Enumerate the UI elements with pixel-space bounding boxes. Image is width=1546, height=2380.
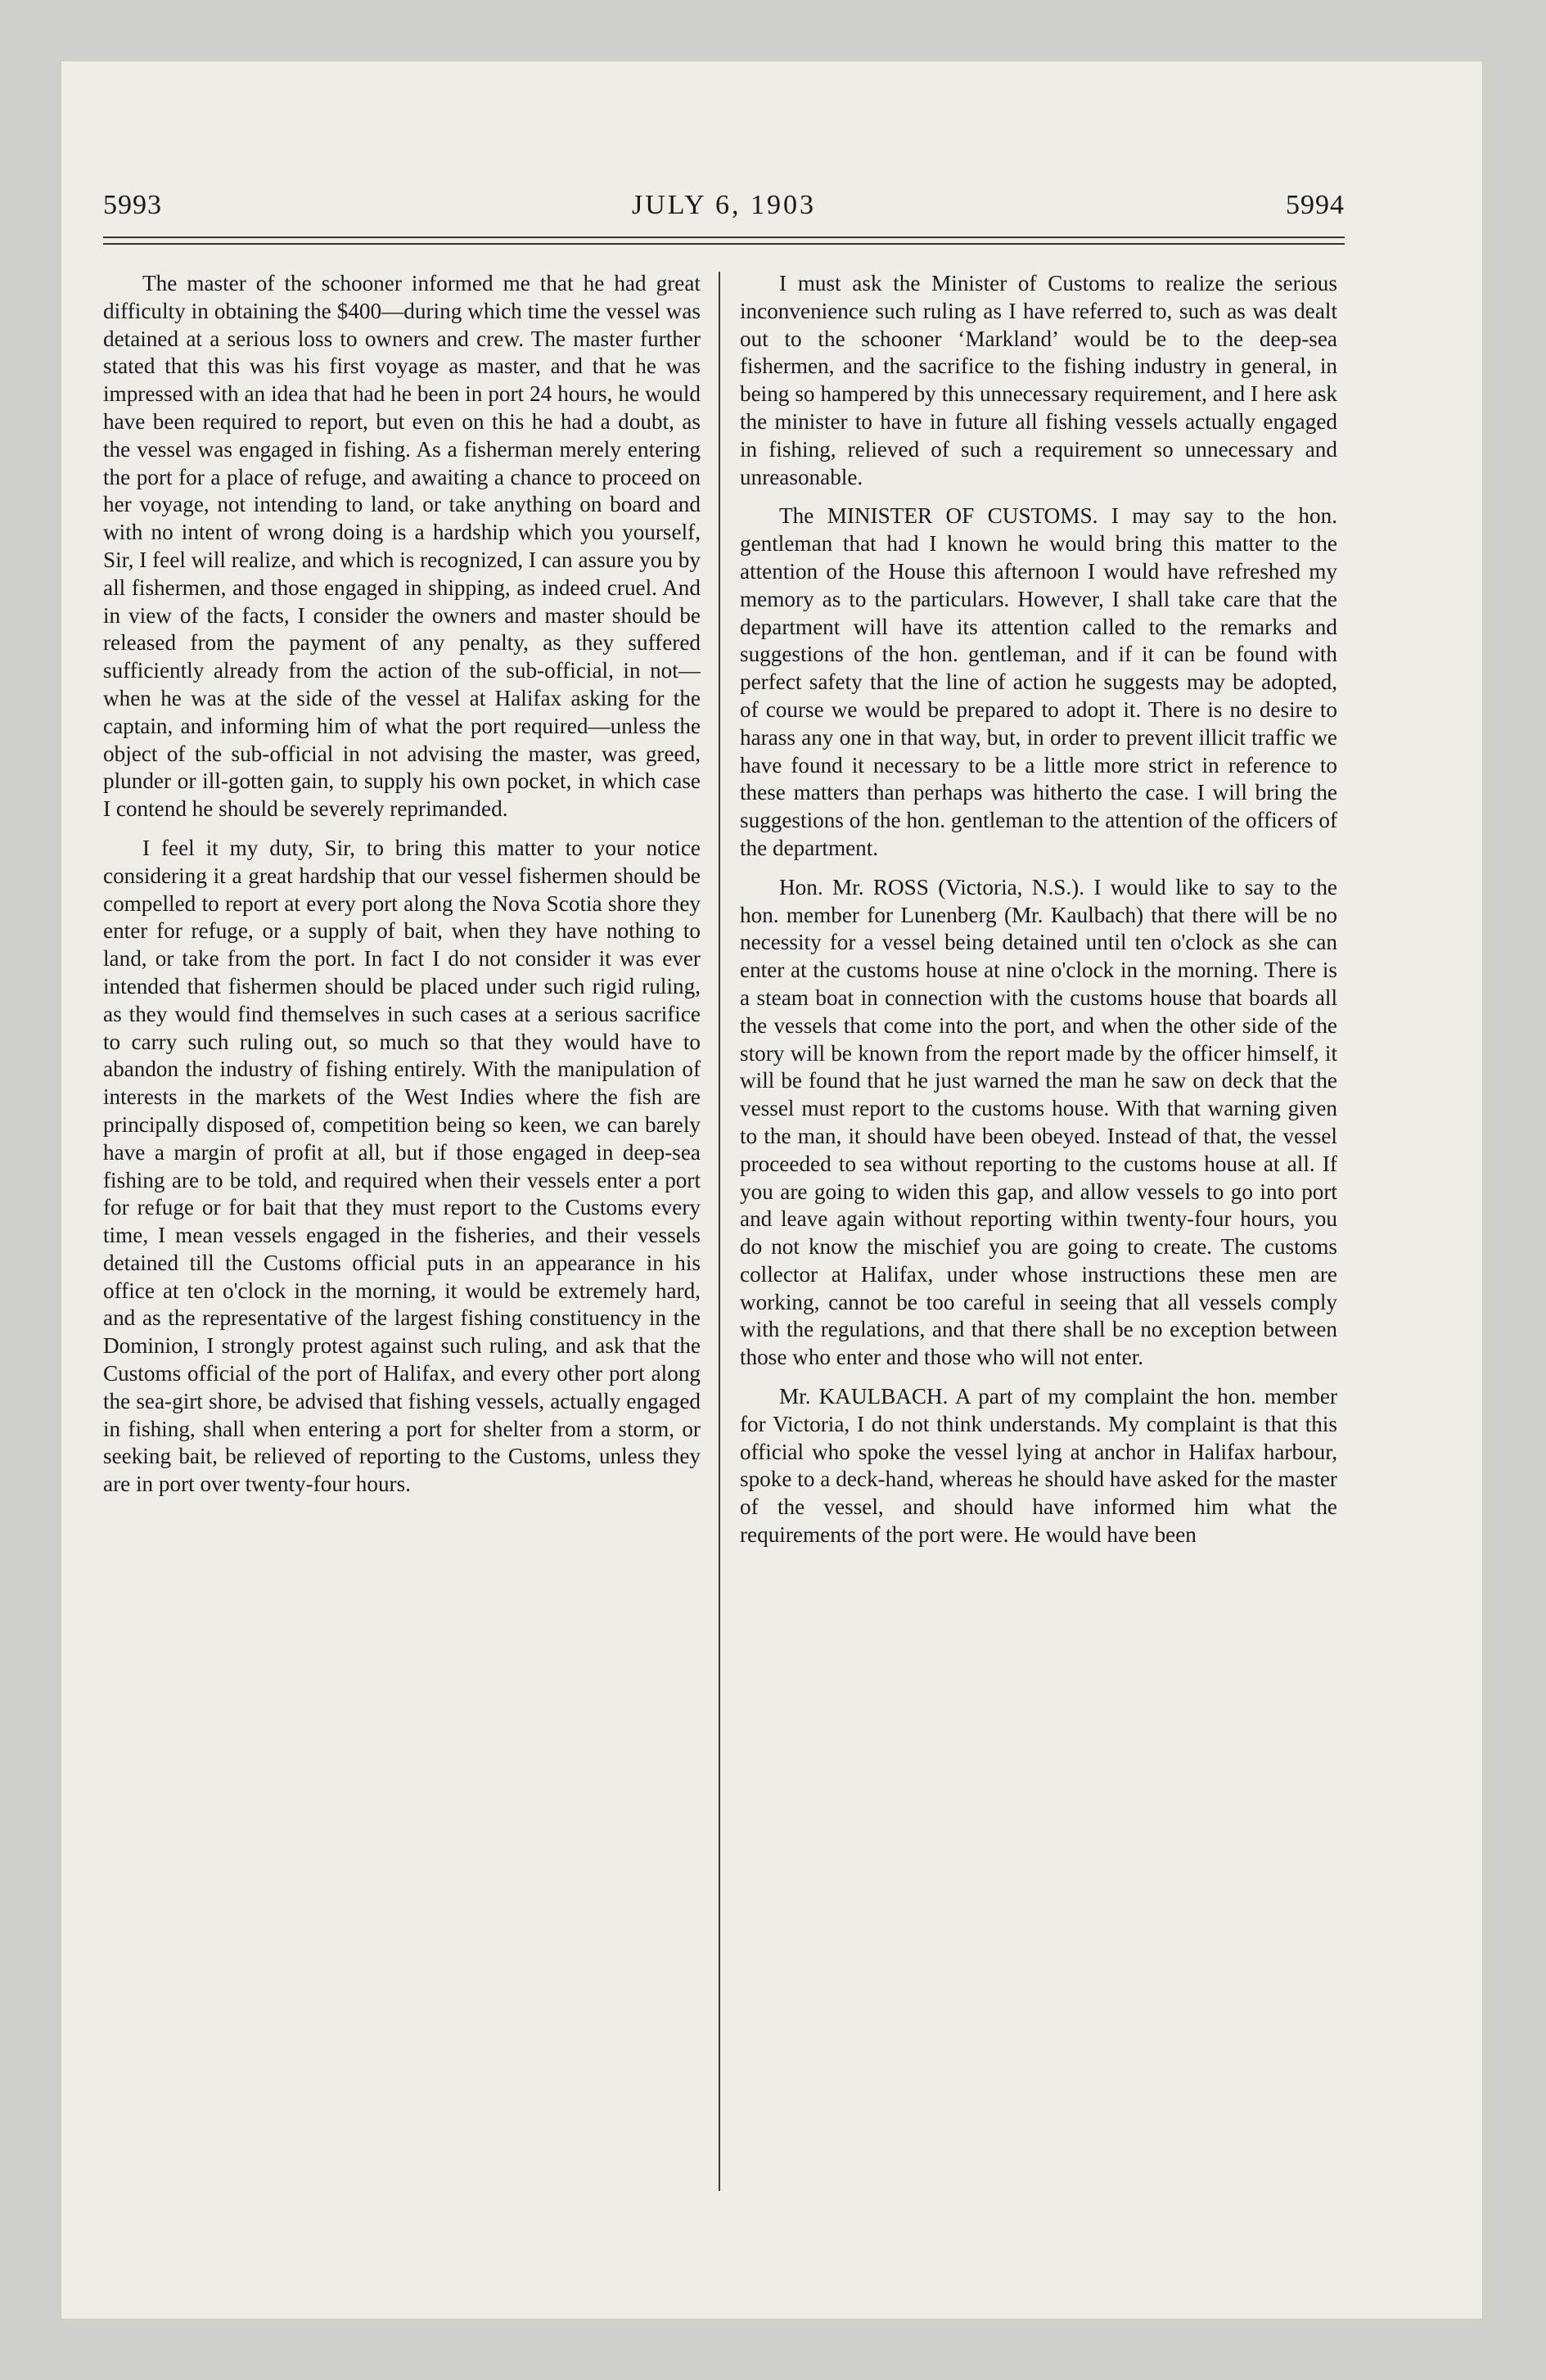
page-number-right: 5994	[1286, 190, 1345, 220]
paragraph: Hon. Mr. ROSS (Victoria, N.S.). I would like to say to the hon. member for Lunenberg (Mr. Kaulbach) that there will be no necessity for a vessel being detained until ten o'clock as she can enter at the customs house at nine o'clock in the morning. There is a steam boat in connection with the customs house that boards all the vessels that come into the port, and when the other side of the story will be known from the report made by the officer himself, it will be found that he just warned the man he saw on deck that the vessel must report to the customs house. With that warning given to the man, it should have been obeyed. Instead of that, the vessel proceeded to sea without reporting to the customs house at all. If you are going to widen this gap, and allow vessels to go into port and leave again without reporting within twenty-four hours, you do not know the mischief you are going to create. The customs collector at Halifax, under whose instructions these men are working, cannot be too careful in seeing that all vessels comply with the regulations, and that there shall be no exception between those who enter and those who will not enter.	[740, 874, 1337, 1370]
page-date: JULY 6, 1903	[632, 190, 816, 220]
paragraph: The MINISTER OF CUSTOMS. I may say to the hon. gentleman that had I known he would bring this matter to the attention of the House this afternoon I would have refreshed my memory as to the particulars. However, I shall take care that the department will have its attention called to the remarks and suggestions of the hon. gentleman, and if it can be found with perfect safety that the line of action he suggests may be adopted, of course we would be prepared to adopt it. There is no desire to harass any one in that way, but, in order to prevent illicit traffic we have found it necessary to be a little more strict in reference to these matters than perhaps was hitherto the case. I will bring the suggestions of the hon. gentleman to the attention of the officers of the department.	[740, 503, 1337, 860]
paragraph: I feel it my duty, Sir, to bring this matter to your notice considering it a great hardship that our vessel fishermen should be compelled to report at every port along the Nova Scotia shore they enter for refuge, or a supply of bait, when they have nothing to land, or take from the port. In fact I do not consider it was ever intended that fishermen should be placed under such rigid ruling, as they would find themselves in such cases at a serious sacrifice to carry such ruling out, so much so that they would have to abandon the industry of fishing entirely. With the manipulation of interests in the markets of the West Indies where the fish are principally disposed of, competition being so keen, we can barely have a margin of profit at all, but if those engaged in deep-sea fishing are to be told, and required when their vessels enter a port for refuge or for bait that they must report to the Customs every time, I mean vessels engaged in the fisheries, and their vessels detained till the Customs official puts in an appearance in his office at ten o'clock in the morning, it would be extremely hard, and as the representative of the largest fishing constituency in the Dominion, I strongly protest against such ruling, and ask that the Customs official of the port of Halifax, and every other port along the sea-girt shore, be advised that fishing vessels, actually engaged in fishing, shall when entering a port for shelter from a storm, or seeking bait, be relieved of reporting to the Customs, unless they are in port over twenty-four hours.	[103, 835, 701, 1497]
paragraph: Mr. KAULBACH. A part of my complaint the hon. member for Victoria, I do not think understands. My complaint is that this official who spoke the vessel lying at anchor in Halifax harbour, spoke to a deck-hand, whereas he should have asked for the master of the vessel, and should have informed him what the requirements of the port were. He would have been	[740, 1384, 1337, 1548]
right-column	[740, 270, 1337, 2234]
paragraph: The master of the schooner informed me that he had great difficulty in obtaining the $400—during which time the vessel was detained at a serious loss to owners and crew. The master further stated that this was his first voyage as master, and that he was impressed with an idea that had he been in port 24 hours, he would have been required to report, but even on this he had a doubt, as the vessel was engaged in fishing. As a fisherman merely entering the port for a place of refuge, and awaiting a chance to proceed on her voyage, not intending to land, or take anything on board and with no intent of wrong doing is a hardship which you yourself, Sir, I feel will realize, and which is recognized, I can assure you by all fishermen, and those engaged in shipping, as indeed cruel. And in view of the facts, I consider the owners and master should be released from the payment of any penalty, as they suffered sufficiently already from the action of the sub-official, in not—when he was at the side of the vessel at Halifax asking for the captain, and informing him of what the port required—unless the object of the sub-official in not advising the master, was greed, plunder or ill-gotten gain, to supply his own pocket, in which case I contend he should be severely reprimanded.	[103, 271, 701, 822]
page-header	[103, 190, 1345, 239]
paragraph: I must ask the Minister of Customs to realize the serious inconvenience such ruling as I have referred to, such as was dealt out to the schooner ‘Markland’ would be to the deep-sea fishermen, and the sacrifice to the fishing industry in general, in being so hampered by this unnecessary requirement, and I here ask the minister to have in future all fishing vessels actually engaged in fishing, relieved of such a requirement so unnecessary and unreasonable.	[740, 271, 1337, 489]
column-divider	[719, 272, 720, 2191]
header-double-rule	[103, 237, 1345, 245]
left-column	[103, 270, 701, 2234]
page-number-left: 5993	[103, 190, 162, 220]
